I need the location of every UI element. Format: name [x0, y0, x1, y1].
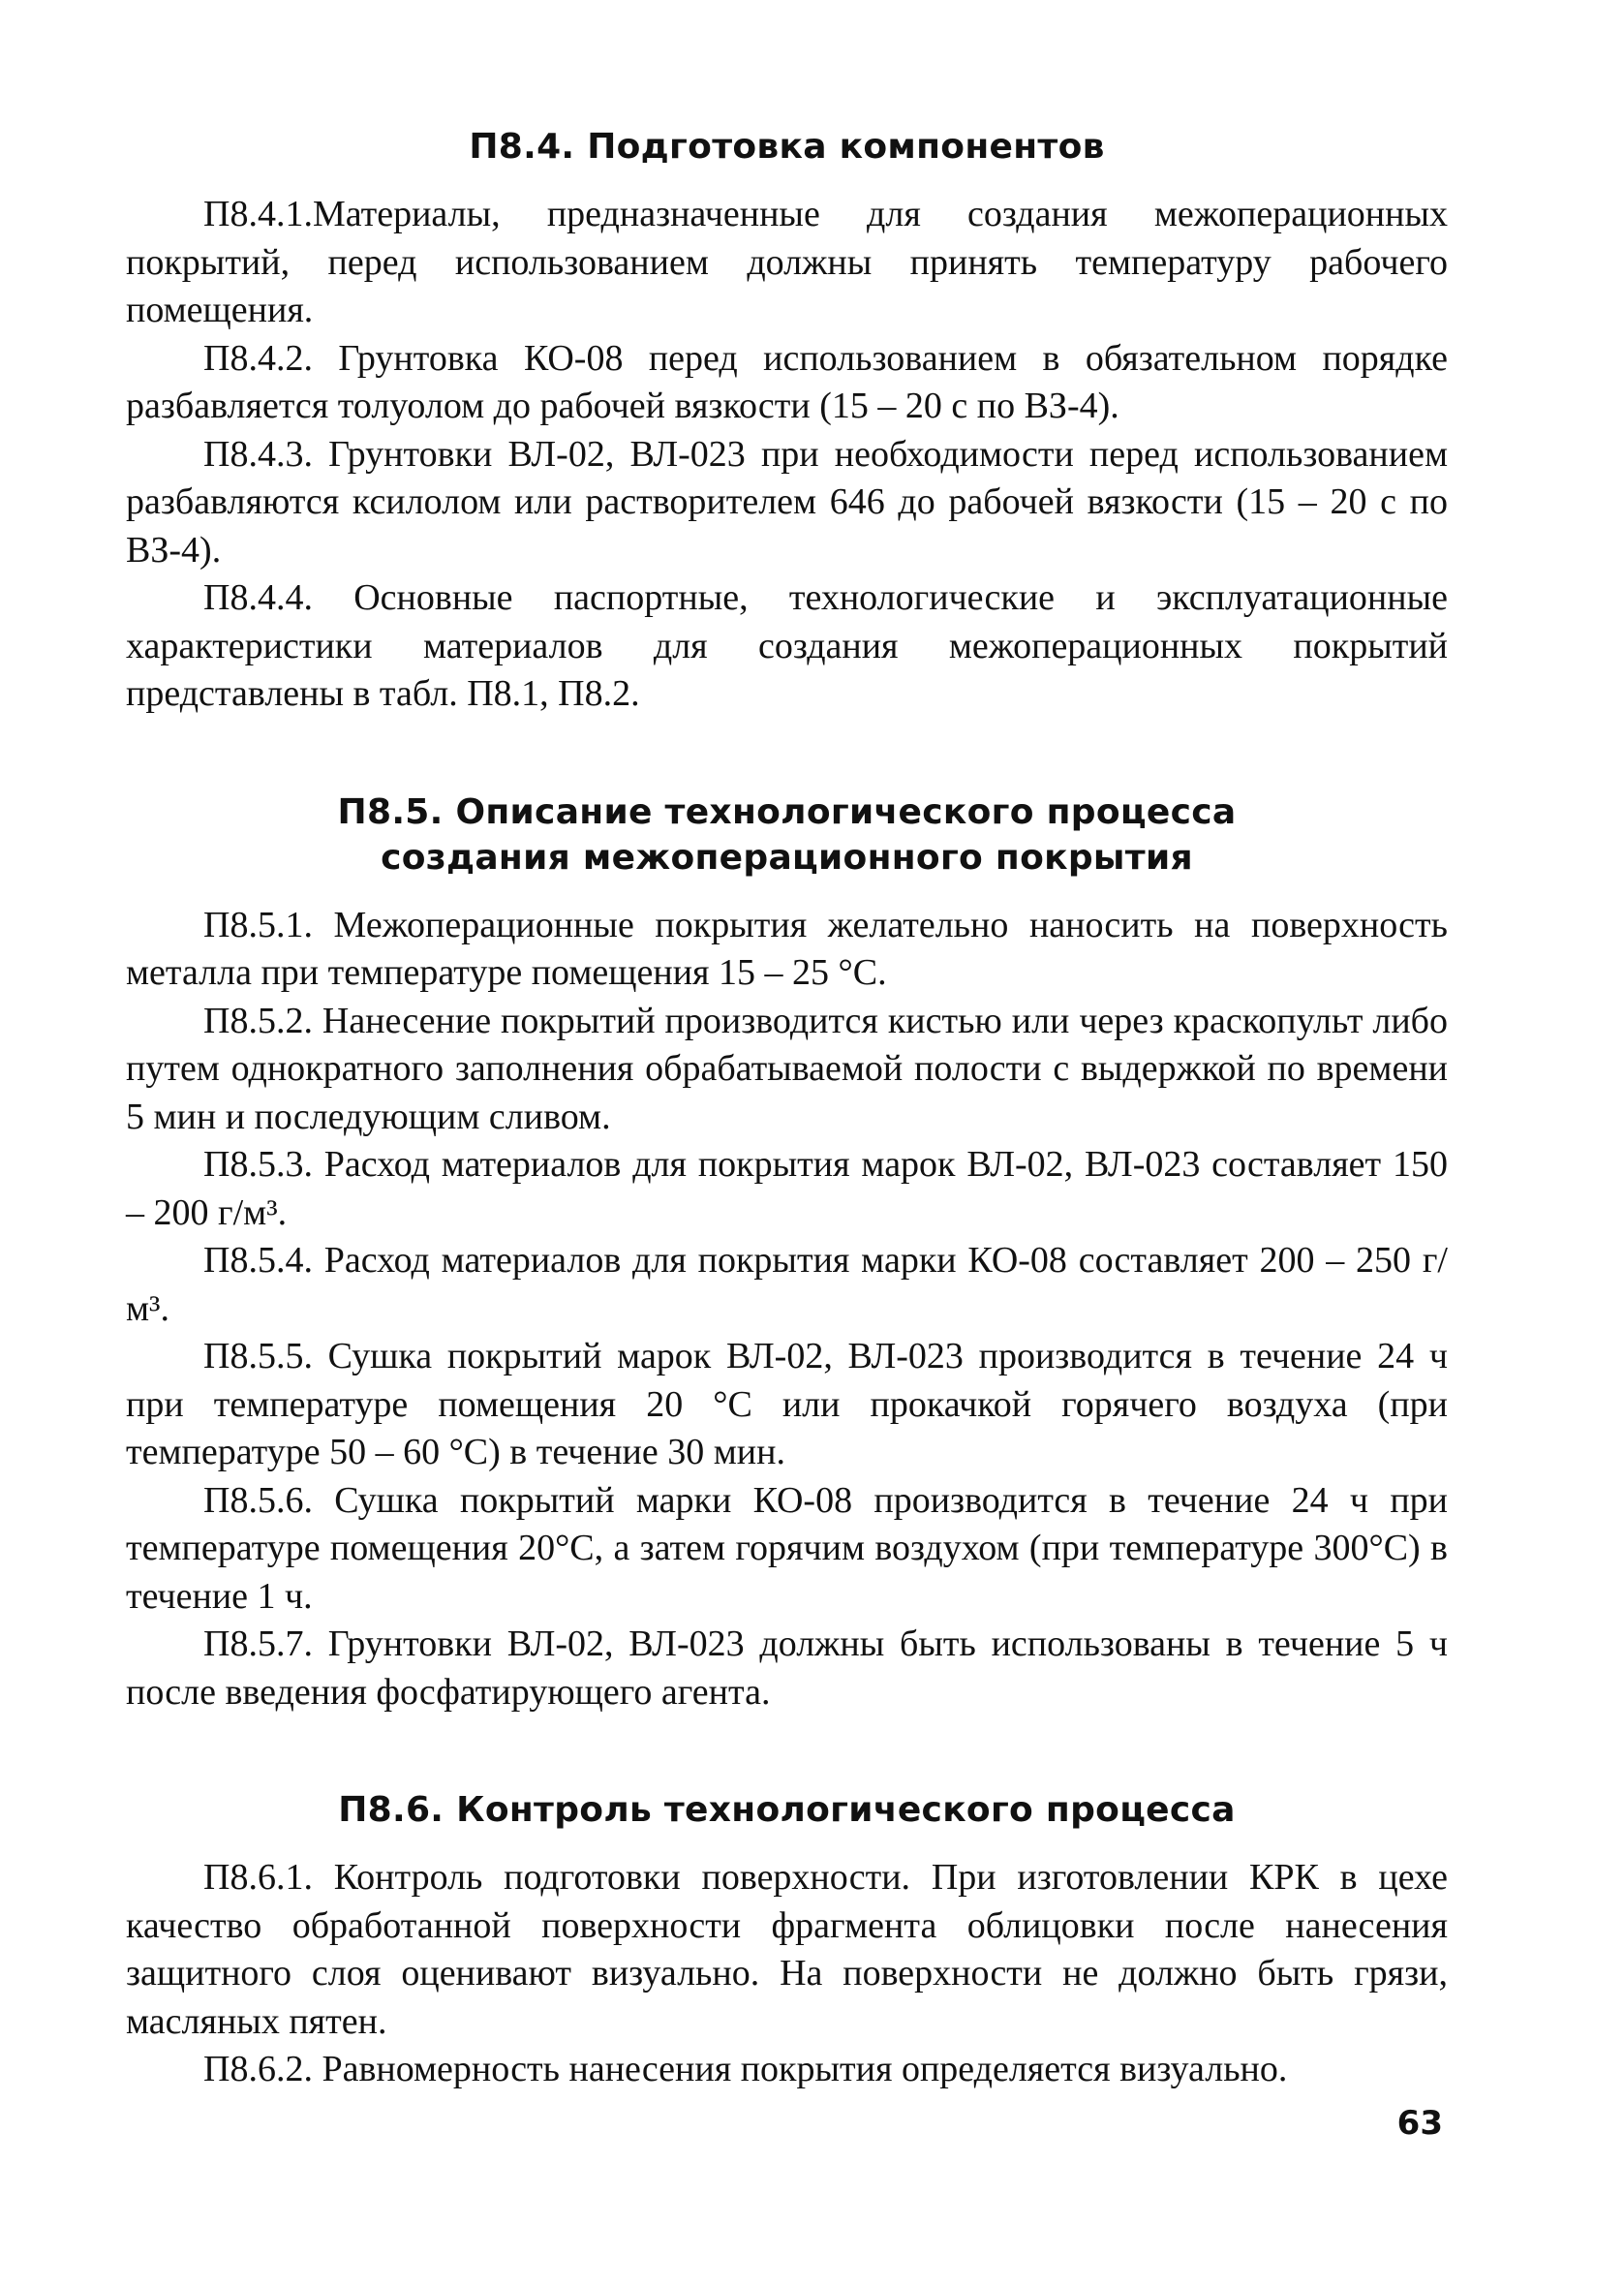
section-heading — [126, 124, 1448, 170]
paragraph-8-5-1: П8.5.1. Межоперационные покрытия желательно наносить на поверхность металла при температуре помещения 15 – 25 °С. — [126, 904, 1448, 993]
paragraph-8-5-4: П8.5.4. Расход материалов для покрытия марки КО-08 составляет 200 – 250 г/м³. — [126, 1240, 1448, 1329]
paragraph-8-4-1: П8.4.1.Материалы, предназначенные для создания межоперационных покрытий, перед использованием должны принять температуру рабочего помещения. — [126, 194, 1448, 330]
paragraph-8-5-7: П8.5.7. Грунтовки ВЛ-02, ВЛ-023 должны быть использованы в течение 5 ч после введения фосфатирующего агента. — [126, 1623, 1448, 1713]
paragraph-8-6-1: П8.6.1. Контроль подготовки поверхности. При изготовлении КРК в цехе качество обработанной поверхности фрагмента облицовки после нанесения защитного слоя оценивают визуально. На поверхности не должно быть грязи, масляных пятен. — [126, 1857, 1448, 2042]
section-8-4 — [126, 124, 1448, 719]
heading-line: П8.5. Описание технологического процесса — [337, 791, 1237, 832]
paragraph-8-5-2: П8.5.2. Нанесение покрытий производится кистью или через краскопульт либо путем однократного заполнения обрабатываемой полости с выдержкой по времени 5 мин и последующим сливом. — [126, 1000, 1448, 1137]
section-8-5 — [126, 789, 1448, 1717]
heading-line: П8.6. Контроль технологического процесса — [338, 1790, 1236, 1830]
paragraph-8-4-2: П8.4.2. Грунтовка КО-08 перед использованием в обязательном порядке разбавляется толуолом до рабочей вязкости (15 – 20 с по ВЗ-4). — [126, 337, 1448, 426]
paragraph-8-5-5: П8.5.5. Сушка покрытий марок ВЛ-02, ВЛ-023 производится в течение 24 ч при температуре помещения 20 °С или прокачкой горячего воздуха (при температуре 50 – 60 °С) в течение 30 мин. — [126, 1336, 1448, 1472]
paragraph-8-5-6: П8.5.6. Сушка покрытий марки КО-08 производится в течение 24 ч при температуре помещения 20°С, а затем горячим воздухом (при температуре 300°С) в течение 1 ч. — [126, 1479, 1448, 1617]
paragraph-8-5-3: П8.5.3. Расход материалов для покрытия марок ВЛ-02, ВЛ-023 составляет 150 – 200 г/м³. — [126, 1144, 1448, 1233]
paragraph-8-4-4: П8.4.4. Основные паспортные, технологические и эксплуатационные характеристики материалов для создания межоперационных покрытий представлены в табл. П8.1, П8.2. — [126, 577, 1448, 714]
section-8-6 — [126, 1787, 1448, 2094]
document-page — [126, 124, 1448, 2094]
paragraph-8-6-2: П8.6.2. Равномерность нанесения покрытия определяется визуально. — [203, 2049, 1288, 2089]
section-heading — [126, 1787, 1448, 1833]
section-heading — [126, 789, 1448, 881]
heading-line: П8.4. Подготовка компонентов — [469, 127, 1105, 167]
paragraph-8-4-3: П8.4.3. Грунтовки ВЛ-02, ВЛ-023 при необходимости перед использованием разбавляются ксилолом или растворителем 646 до рабочей вязкости (15 – 20 с по ВЗ-4). — [126, 433, 1448, 571]
heading-line: создания межоперационного покрытия — [381, 837, 1193, 878]
page-number: 63 — [1396, 2104, 1443, 2143]
